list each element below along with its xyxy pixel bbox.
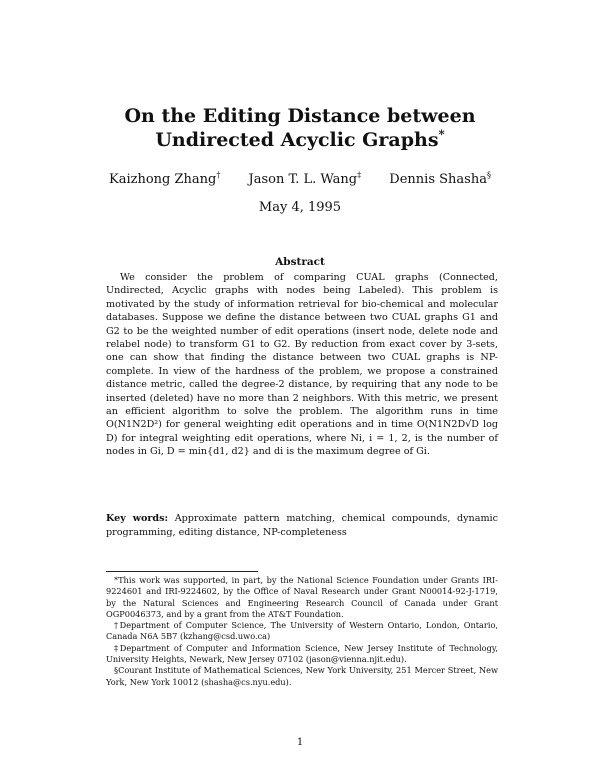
- title-line-2-text: Undirected Acyclic Graphs: [155, 129, 439, 151]
- footnote-author-2: ‡Department of Computer and Information Science, New Jersey Institute of Technology, University Heights, Newark, New Jersey 07102 (jason@vienna.njit.edu).: [106, 642, 498, 665]
- abstract-body: We consider the problem of comparing CUAL graphs (Connected, Undirected, Acyclic graphs with nodes being Labeled). This problem is motivated by the study of information retrieval for bio-chemical and molecular databases. Suppose we define the distance between two CUAL graphs G1 and G2 to be the weighted number of edit operations (insert node, delete node and relabel node) to transform G1 to G2. By reduction from exact cover by 3-sets, one can show that finding the distance between two CUAL graphs is NP-complete. In view of the hardness of the problem, we propose a constrained distance metric, called the degree-2 distance, by requiring that any node to be inserted (deleted) have no more than 2 neighbors. With this metric, we present an efficient algorithm to solve the problem. The algorithm runs in time O(N1N2D²) for general weighting edit operations and in time O(N1N2D√D log D) for integral weighting edit operations, where Ni, i = 1, 2, is the number of nodes in Gi, D = min{d1, d2} and di is the maximum degree of Gi.: [106, 272, 498, 458]
- footnote-rule: [106, 571, 258, 572]
- author-2: [249, 172, 362, 187]
- publication-date: May 4, 1995: [258, 200, 342, 215]
- footnotes: [106, 575, 498, 688]
- title-footnote-mark: *: [438, 127, 445, 142]
- author-footnote-mark: ‡: [357, 170, 362, 180]
- footnote-funding: *This work was supported, in part, by the National Science Foundation under Grants IRI-9224601 and IRI-9224602, by the Office of Naval Research under Grant N00014-92-J-1719, by the Natural Sciences and Engineering Research Council of Canada under Grant OGP0046373, and by a grant from the AT&T Foundation.: [106, 575, 498, 619]
- title-line-2: [0, 128, 600, 152]
- keywords: [106, 512, 498, 539]
- footnote-author-1: †Department of Computer Science, The University of Western Ontario, London, Ontario, Canada N6A 5B7 (kzhang@csd.uwo.ca): [106, 620, 498, 642]
- author-footnote-mark: §: [486, 170, 491, 180]
- keywords-text: Approximate pattern matching, chemical compounds, dynamic programming, editing distance, NP-completeness: [106, 513, 498, 538]
- author-3: [389, 172, 491, 187]
- author-name: Jason T. L. Wang: [248, 172, 358, 187]
- author-name: Kaizhong Zhang: [109, 172, 217, 187]
- author-1: [109, 172, 220, 187]
- footnote-author-3: §Courant Institute of Mathematical Sciences, New York University, 251 Mercer Street, New York, New York 10012 (shasha@cs.nyu.edu).: [106, 665, 498, 687]
- keywords-label: Key words:: [106, 513, 169, 524]
- title-line-1: On the Editing Distance between: [124, 105, 476, 127]
- paper-title: [0, 104, 600, 152]
- page-number: 1: [296, 737, 304, 748]
- abstract-heading: Abstract: [275, 256, 325, 268]
- author-name: Dennis Shasha: [389, 172, 487, 187]
- author-list: [0, 172, 600, 187]
- author-footnote-mark: †: [216, 170, 221, 180]
